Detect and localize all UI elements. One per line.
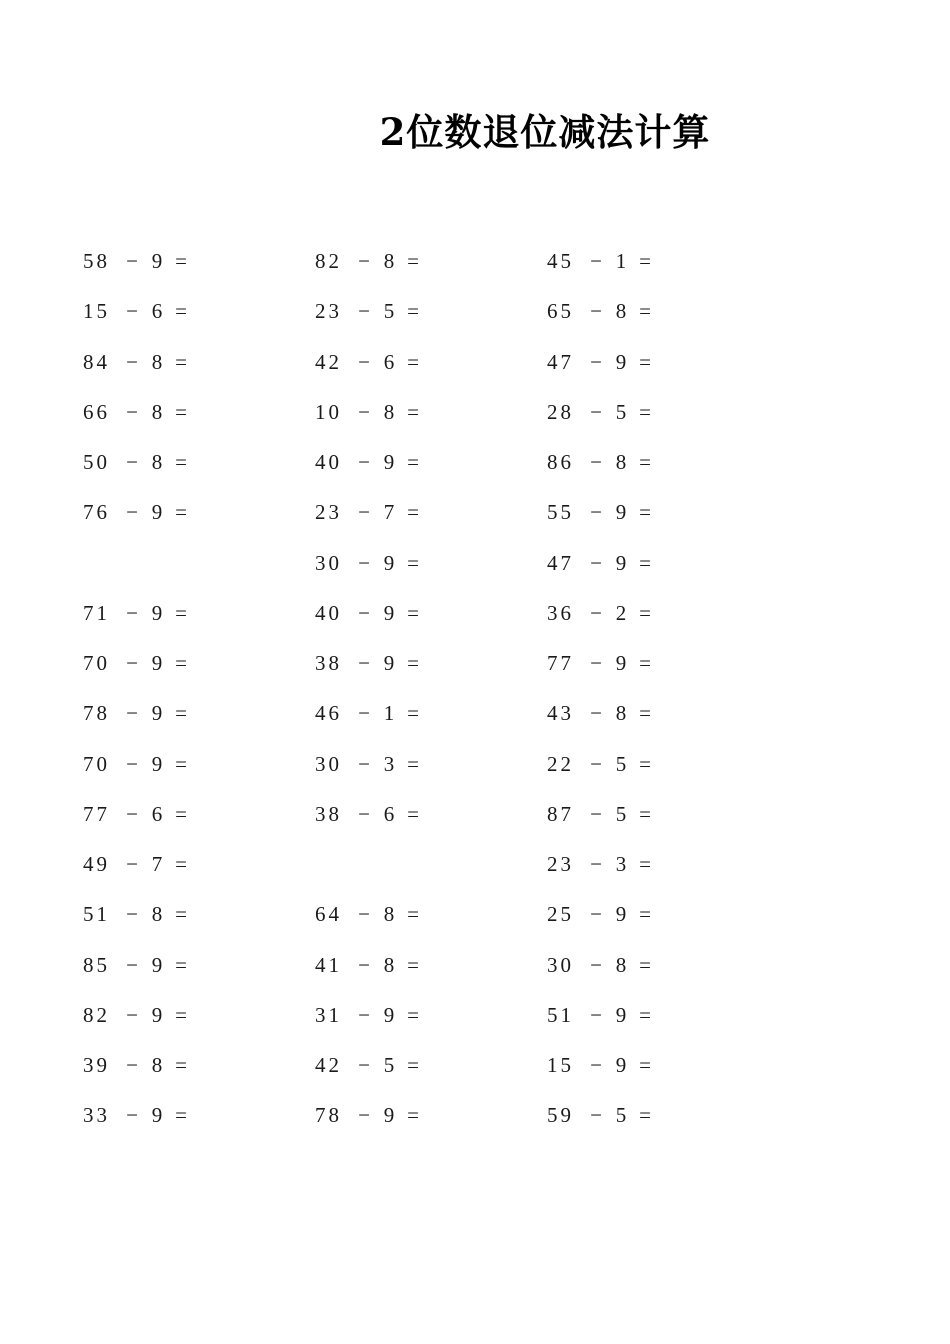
equals-sign: = [407,600,419,625]
subtrahend: 8 [615,701,627,726]
subtrahend: 9 [615,651,627,675]
minuend: 47 [547,349,574,374]
subtraction-problem [315,596,425,646]
minus-sign: − [590,450,602,474]
subtraction-problem [83,847,193,897]
subtraction-problem [547,747,657,797]
subtraction-problem [315,1048,425,1098]
subtrahend: 1 [383,701,395,726]
subtrahend: 9 [615,550,627,575]
minus-sign: − [590,701,602,726]
equals-sign: = [407,751,419,776]
minus-sign: − [590,801,602,826]
subtraction-problem [83,646,193,696]
minus-sign: − [126,801,138,826]
subtraction-problem [83,294,193,344]
minuend: 50 [83,450,110,474]
minus-sign: − [358,299,370,324]
subtraction-problem [547,1048,657,1098]
equals-sign: = [175,249,187,273]
subtraction-problem [315,1098,425,1148]
page-title: 2位数退位减法计算 [379,110,711,154]
subtraction-problem [315,747,425,797]
minus-sign: − [358,349,370,374]
minuend: 10 [315,399,342,424]
equals-sign: = [639,500,651,525]
minuend: 15 [83,299,110,324]
subtrahend: 9 [151,701,163,726]
equals-sign: = [407,1002,419,1027]
subtrahend: 9 [151,651,163,675]
subtrahend: 8 [615,952,627,977]
subtrahend: 8 [383,952,395,977]
minus-sign: − [358,1103,370,1128]
minuend: 87 [547,801,574,826]
minus-sign: − [590,902,602,927]
subtrahend: 7 [151,852,163,876]
minus-sign: − [358,751,370,776]
minuend: 38 [315,651,342,675]
equals-sign: = [407,450,419,474]
subtrahend: 9 [151,500,163,525]
subtraction-problem [83,244,193,294]
subtraction-problem [547,345,657,395]
minuend: 33 [83,1103,110,1128]
equals-sign: = [175,852,187,876]
equals-sign: = [407,701,419,726]
minuend: 42 [315,349,342,374]
problem-column-3 [547,244,657,1149]
subtrahend: 9 [151,249,163,273]
minus-sign: − [126,249,138,273]
minus-sign: − [126,399,138,424]
minus-sign: − [590,399,602,424]
minus-sign: − [590,299,602,324]
equals-sign: = [175,299,187,324]
subtraction-problem [315,345,425,395]
subtraction-problem [315,244,425,294]
equals-sign: = [175,1053,187,1077]
minus-sign: − [126,852,138,876]
subtraction-problem [547,847,657,897]
subtraction-problem [315,294,425,344]
subtraction-problem [547,395,657,445]
minuend: 78 [83,701,110,726]
equals-sign: = [175,349,187,374]
minuend: 23 [315,299,342,324]
equals-sign: = [639,349,651,374]
equals-sign: = [639,600,651,625]
minuend: 40 [315,450,342,474]
minus-sign: − [358,902,370,927]
subtraction-problem [547,1098,657,1148]
subtraction-problem [547,244,657,294]
subtrahend: 6 [383,801,395,826]
subtraction-problem [83,948,193,998]
subtrahend: 8 [151,1053,163,1077]
minus-sign: − [358,1053,370,1077]
minuend: 51 [547,1002,574,1027]
minus-sign: − [590,952,602,977]
subtrahend: 8 [615,450,627,474]
minus-sign: − [590,751,602,776]
minuend: 22 [547,751,574,776]
subtraction-problem [547,294,657,344]
minus-sign: − [358,701,370,726]
minuend: 71 [83,600,110,625]
subtrahend: 8 [383,902,395,927]
subtraction-problem [83,747,193,797]
subtraction-problem [315,546,425,596]
minuend: 77 [547,651,574,675]
minus-sign: − [358,651,370,675]
equals-sign: = [175,801,187,826]
minuend: 78 [315,1103,342,1128]
minuend: 70 [83,751,110,776]
subtrahend: 5 [383,1053,395,1077]
minuend: 23 [315,500,342,525]
minus-sign: − [358,399,370,424]
minus-sign: − [358,500,370,525]
subtrahend: 9 [615,1002,627,1027]
minus-sign: − [590,500,602,525]
minus-sign: − [126,600,138,625]
equals-sign: = [407,299,419,324]
subtraction-problem [547,546,657,596]
subtraction-problem [83,445,193,495]
minus-sign: − [590,550,602,575]
subtrahend: 6 [151,299,163,324]
minus-sign: − [126,450,138,474]
minuend: 70 [83,651,110,675]
equals-sign: = [639,299,651,324]
subtrahend: 9 [615,500,627,525]
minus-sign: − [590,349,602,374]
subtraction-problem [315,897,425,947]
minus-sign: − [590,1053,602,1077]
subtraction-problem [83,797,193,847]
subtrahend: 9 [615,902,627,927]
subtrahend: 3 [383,751,395,776]
minus-sign: − [590,1103,602,1128]
subtrahend: 5 [615,801,627,826]
minuend: 45 [547,249,574,273]
subtraction-problem [315,445,425,495]
minuend: 23 [547,852,574,876]
subtraction-problem [547,646,657,696]
minuend: 46 [315,701,342,726]
subtraction-problem [315,998,425,1048]
minuend: 28 [547,399,574,424]
equals-sign: = [639,852,651,876]
subtrahend: 6 [383,349,395,374]
minuend: 51 [83,902,110,927]
equals-sign: = [639,651,651,675]
equals-sign: = [639,701,651,726]
minuend: 42 [315,1053,342,1077]
minuend: 59 [547,1103,574,1128]
subtraction-problem [83,897,193,947]
minuend: 82 [83,1002,110,1027]
subtraction-problem [547,897,657,947]
minus-sign: − [358,450,370,474]
equals-sign: = [639,801,651,826]
minus-sign: − [126,299,138,324]
equals-sign: = [407,249,419,273]
subtrahend: 8 [151,450,163,474]
minus-sign: − [126,349,138,374]
minuend: 41 [315,952,342,977]
minuend: 64 [315,902,342,927]
subtrahend: 8 [383,399,395,424]
subtrahend: 5 [615,751,627,776]
subtraction-problem [83,495,193,545]
minuend: 55 [547,500,574,525]
equals-sign: = [407,801,419,826]
equals-sign: = [407,1103,419,1128]
equals-sign: = [175,600,187,625]
empty-row [315,847,425,897]
equals-sign: = [407,349,419,374]
equals-sign: = [639,399,651,424]
minuend: 49 [83,852,110,876]
subtrahend: 2 [615,600,627,625]
subtrahend: 9 [383,550,395,575]
subtrahend: 5 [383,299,395,324]
subtrahend: 5 [615,399,627,424]
minus-sign: − [126,952,138,977]
minuend: 25 [547,902,574,927]
equals-sign: = [407,651,419,675]
subtrahend: 8 [615,299,627,324]
equals-sign: = [175,751,187,776]
minuend: 84 [83,349,110,374]
minuend: 77 [83,801,110,826]
subtrahend: 9 [383,1103,395,1128]
minus-sign: − [590,852,602,876]
minus-sign: − [590,1002,602,1027]
minuend: 76 [83,500,110,525]
subtrahend: 3 [615,852,627,876]
subtraction-problem [315,395,425,445]
equals-sign: = [175,399,187,424]
minus-sign: − [358,1002,370,1027]
problem-column-2 [315,244,425,1149]
subtraction-problem [83,1048,193,1098]
equals-sign: = [639,550,651,575]
equals-sign: = [407,902,419,927]
subtraction-problem [315,696,425,746]
minus-sign: − [126,1103,138,1128]
subtraction-problem [547,696,657,746]
minus-sign: − [126,701,138,726]
subtrahend: 9 [383,600,395,625]
subtrahend: 9 [615,1053,627,1077]
minuend: 47 [547,550,574,575]
minus-sign: − [358,550,370,575]
subtrahend: 9 [383,1002,395,1027]
equals-sign: = [639,902,651,927]
subtrahend: 9 [151,1103,163,1128]
subtraction-problem [547,948,657,998]
minus-sign: − [358,801,370,826]
equals-sign: = [175,1002,187,1027]
equals-sign: = [639,249,651,273]
subtraction-problem [315,797,425,847]
equals-sign: = [175,952,187,977]
minus-sign: − [126,1002,138,1027]
minuend: 38 [315,801,342,826]
subtraction-problem [83,1098,193,1148]
subtraction-problem [547,998,657,1048]
minus-sign: − [590,600,602,625]
subtrahend: 7 [383,500,395,525]
subtrahend: 9 [151,751,163,776]
minuend: 66 [83,399,110,424]
minuend: 31 [315,1002,342,1027]
subtrahend: 9 [615,349,627,374]
minus-sign: − [590,249,602,273]
equals-sign: = [407,550,419,575]
subtrahend: 9 [383,651,395,675]
subtrahend: 9 [151,600,163,625]
subtrahend: 9 [383,450,395,474]
minus-sign: − [358,952,370,977]
minus-sign: − [126,751,138,776]
minus-sign: − [590,651,602,675]
minus-sign: − [126,902,138,927]
subtraction-problem [83,998,193,1048]
subtraction-problem [315,948,425,998]
equals-sign: = [407,399,419,424]
subtrahend: 1 [615,249,627,273]
minuend: 36 [547,600,574,625]
equals-sign: = [639,450,651,474]
minus-sign: − [126,651,138,675]
equals-sign: = [175,500,187,525]
minus-sign: − [358,600,370,625]
subtrahend: 9 [151,1002,163,1027]
equals-sign: = [639,1053,651,1077]
equals-sign: = [407,1053,419,1077]
minuend: 82 [315,249,342,273]
subtraction-problem [315,646,425,696]
subtraction-problem [83,345,193,395]
minuend: 39 [83,1053,110,1077]
subtraction-problem [83,395,193,445]
equals-sign: = [175,1103,187,1128]
minuend: 30 [547,952,574,977]
minuend: 86 [547,450,574,474]
subtraction-problem [547,445,657,495]
minuend: 40 [315,600,342,625]
subtraction-problem [315,495,425,545]
subtraction-problem [547,495,657,545]
subtraction-problem [547,797,657,847]
equals-sign: = [639,952,651,977]
subtrahend: 8 [151,399,163,424]
subtraction-problem [547,596,657,646]
subtrahend: 8 [151,902,163,927]
minus-sign: − [358,249,370,273]
minuend: 30 [315,751,342,776]
subtraction-problem [83,696,193,746]
subtrahend: 8 [383,249,395,273]
equals-sign: = [175,450,187,474]
minuend: 85 [83,952,110,977]
empty-row [83,546,193,596]
equals-sign: = [407,952,419,977]
equals-sign: = [639,1002,651,1027]
subtrahend: 8 [151,349,163,374]
equals-sign: = [639,751,651,776]
equals-sign: = [407,500,419,525]
equals-sign: = [639,1103,651,1128]
equals-sign: = [175,701,187,726]
minuend: 58 [83,249,110,273]
minuend: 65 [547,299,574,324]
subtrahend: 5 [615,1103,627,1128]
minuend: 30 [315,550,342,575]
subtrahend: 9 [151,952,163,977]
problem-column-1 [83,244,193,1149]
minus-sign: − [126,1053,138,1077]
subtrahend: 6 [151,801,163,826]
subtraction-problem [83,596,193,646]
minuend: 15 [547,1053,574,1077]
equals-sign: = [175,651,187,675]
minuend: 43 [547,701,574,726]
minus-sign: − [126,500,138,525]
equals-sign: = [175,902,187,927]
